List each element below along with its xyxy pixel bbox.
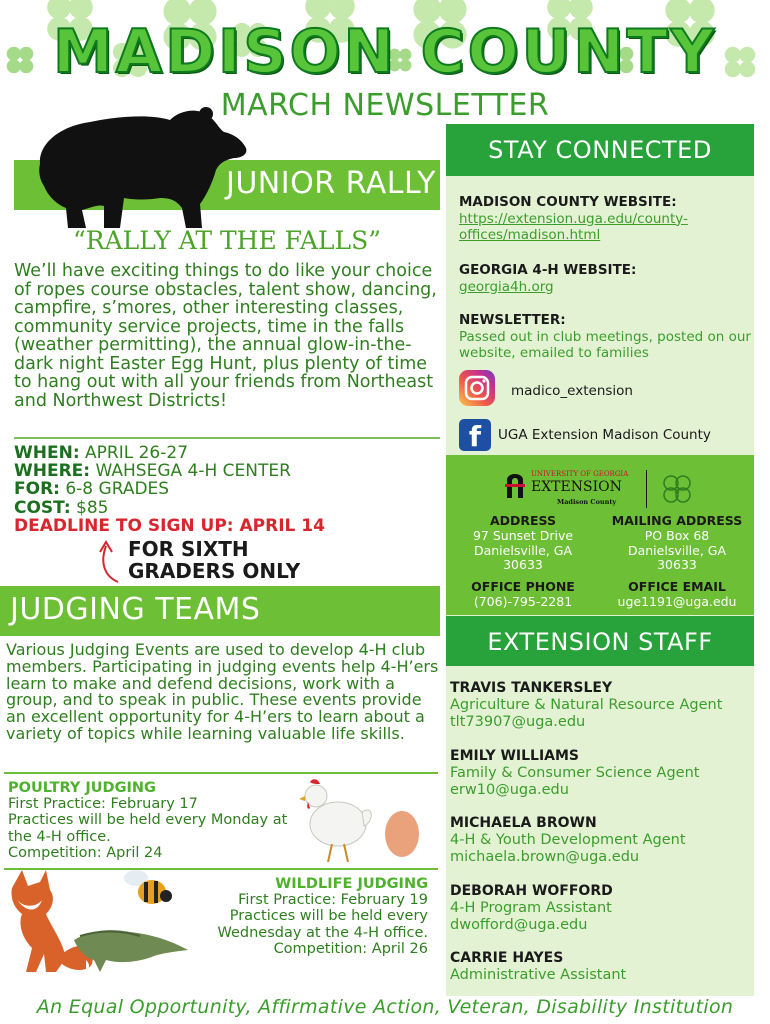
page-title: MADISON COUNTY: [53, 17, 717, 87]
uga-arch-icon: [505, 470, 525, 498]
email-label: OFFICE EMAIL: [628, 579, 726, 594]
stay-connected-heading: STAY CONNECTED: [488, 136, 712, 164]
cost-label: COST:: [14, 497, 71, 518]
staff-email[interactable]: tlt73907@uga.edu: [450, 714, 586, 730]
poultry-line: Competition: April 24: [8, 844, 163, 861]
rally-description: We’ll have exciting things to do like your choice of ropes course obstacles, talent show, dancing, campfire, s’mores, other interesting classes, community service projects, time in the falls (weather permitting), the annual glow-in-the-dark night Easter Egg Hunt, plus plenty of time to hang out with all your friends from Northeast and Northwest Districts!: [14, 261, 437, 411]
staff-name: CARRIE HAYES: [450, 950, 564, 966]
mailing-line: Danielsville, GA: [627, 542, 727, 558]
mailing-line: 30633: [657, 557, 697, 573]
county-website-label: MADISON COUNTY WEBSITE:: [459, 194, 677, 210]
logo-divider: [646, 470, 647, 508]
county-website: [459, 194, 751, 244]
for-value: 6-8 GRADES: [65, 479, 170, 500]
judging-heading: JUDGING TEAMS: [10, 592, 261, 627]
staff-email[interactable]: erw10@uga.edu: [450, 782, 569, 798]
footer-statement: An Equal Opportunity, Affirmative Action, Veteran, Disability Institution: [36, 996, 734, 1018]
address-line: Danielsville, GA: [473, 542, 573, 558]
poultry-judging: [8, 780, 308, 861]
email-value[interactable]: uge1191@uga.edu: [617, 593, 737, 609]
ga4h-website-link[interactable]: georgia4h.org: [459, 278, 554, 295]
mailing-block: [602, 514, 752, 573]
rally-quote: “RALLY AT THE FALLS”: [72, 226, 382, 255]
staff-role: Family & Consumer Science Agent: [450, 765, 700, 781]
address-label: ADDRESS: [489, 513, 557, 528]
staff-name: TRAVIS TANKERSLEY: [450, 680, 613, 696]
curved-arrow-icon: [92, 538, 128, 584]
address-line: 30633: [503, 557, 543, 573]
mailing-line: PO Box 68: [644, 527, 710, 543]
mailing-label: MAILING ADDRESS: [611, 513, 743, 528]
poultry-line: First Practice: February 17: [8, 796, 198, 813]
page-subtitle: MARCH NEWSLETTER: [220, 88, 550, 123]
staff-member: [450, 950, 750, 984]
facebook-page[interactable]: UGA Extension Madison County: [498, 427, 711, 443]
facebook-icon[interactable]: f: [459, 419, 491, 451]
phone-label: OFFICE PHONE: [471, 579, 575, 594]
extension-logo: [505, 468, 645, 514]
svg-text:H: H: [673, 486, 681, 495]
4h-clover-icon: [660, 472, 694, 506]
staff-role: Agriculture & Natural Resource Agent: [450, 697, 723, 713]
wildlife-heading: WILDLIFE JUDGING: [275, 876, 428, 892]
for-label: FOR:: [14, 479, 60, 500]
divider: [14, 437, 440, 439]
address-line: 97 Sunset Drive: [472, 527, 574, 543]
junior-rally-heading: JUNIOR RALLY: [225, 166, 436, 201]
wildlife-line: First Practice: February 19: [238, 892, 428, 909]
when-label: WHEN:: [14, 443, 80, 463]
staff-member: [450, 815, 750, 866]
rally-details: [14, 444, 444, 535]
wildlife-line: Competition: April 26: [273, 940, 428, 957]
logo-university: UNIVERSITY OF GEORGIA: [531, 470, 629, 478]
poultry-heading: POULTRY JUDGING: [8, 780, 156, 796]
staff-name: DEBORAH WOFFORD: [450, 883, 613, 899]
ga4h-website-label: GEORGIA 4-H WEBSITE:: [459, 262, 637, 278]
newsletter-info: [459, 312, 751, 362]
egg-icon: [382, 806, 422, 860]
judging-description: Various Judging Events are used to develop 4-H club members. Participating in judging events help 4-H’ers learn to make and defend decisions, work with a group, and to speak in public. These events provide an excellent opportunity for 4-H’ers to learn about a variety of topics while learning valuable life skills.: [6, 640, 439, 743]
poultry-line: Practices will be held every Monday at the 4-H office.: [8, 812, 288, 845]
staff-name: MICHAELA BROWN: [450, 815, 597, 831]
sixth-graders-note: [128, 538, 300, 582]
email-block: [602, 580, 752, 610]
where-value: WAHSEGA 4-H CENTER: [95, 461, 291, 482]
staff-member: [450, 883, 750, 934]
newsletter-text: Passed out in club meetings, posted on our website, emailed to families: [459, 328, 751, 361]
instagram-handle[interactable]: madico_extension: [511, 383, 633, 399]
newsletter-label: NEWSLETTER:: [459, 312, 566, 328]
staff-email[interactable]: dwofford@uga.edu: [450, 917, 588, 933]
instagram-icon[interactable]: [459, 370, 495, 406]
signup-deadline: DEADLINE TO SIGN UP: APRIL 14: [14, 515, 325, 536]
ga4h-website: [459, 262, 751, 295]
staff-role: Administrative Assistant: [450, 967, 627, 983]
sixth-line-2: GRADERS ONLY: [128, 559, 301, 583]
staff-role: 4-H & Youth Development Agent: [450, 832, 686, 848]
when-value: APRIL 26-27: [85, 443, 189, 463]
staff-member: [450, 680, 750, 731]
county-website-link[interactable]: https://extension.uga.edu/county-offices/madison.html: [459, 210, 688, 243]
staff-name: EMILY WILLIAMS: [450, 748, 580, 764]
address-block: [448, 514, 598, 573]
phone-value[interactable]: (706)-795-2281: [473, 593, 573, 609]
cost-value: $85: [76, 497, 109, 518]
wildlife-judging: [160, 876, 428, 957]
logo-extension: EXTENSION: [531, 479, 622, 495]
where-label: WHERE:: [14, 461, 91, 482]
staff-heading: EXTENSION STAFF: [487, 628, 713, 656]
staff-role: 4-H Program Assistant: [450, 900, 612, 916]
staff-member: [450, 748, 750, 799]
sixth-line-1: FOR SIXTH: [128, 537, 249, 561]
wildlife-line: Practices will be held every Wednesday at the 4-H office.: [217, 908, 428, 941]
phone-block: [448, 580, 598, 610]
staff-email[interactable]: michaela.brown@uga.edu: [450, 849, 640, 865]
logo-county: Madison County: [557, 498, 617, 506]
chicken-icon: [298, 774, 376, 866]
